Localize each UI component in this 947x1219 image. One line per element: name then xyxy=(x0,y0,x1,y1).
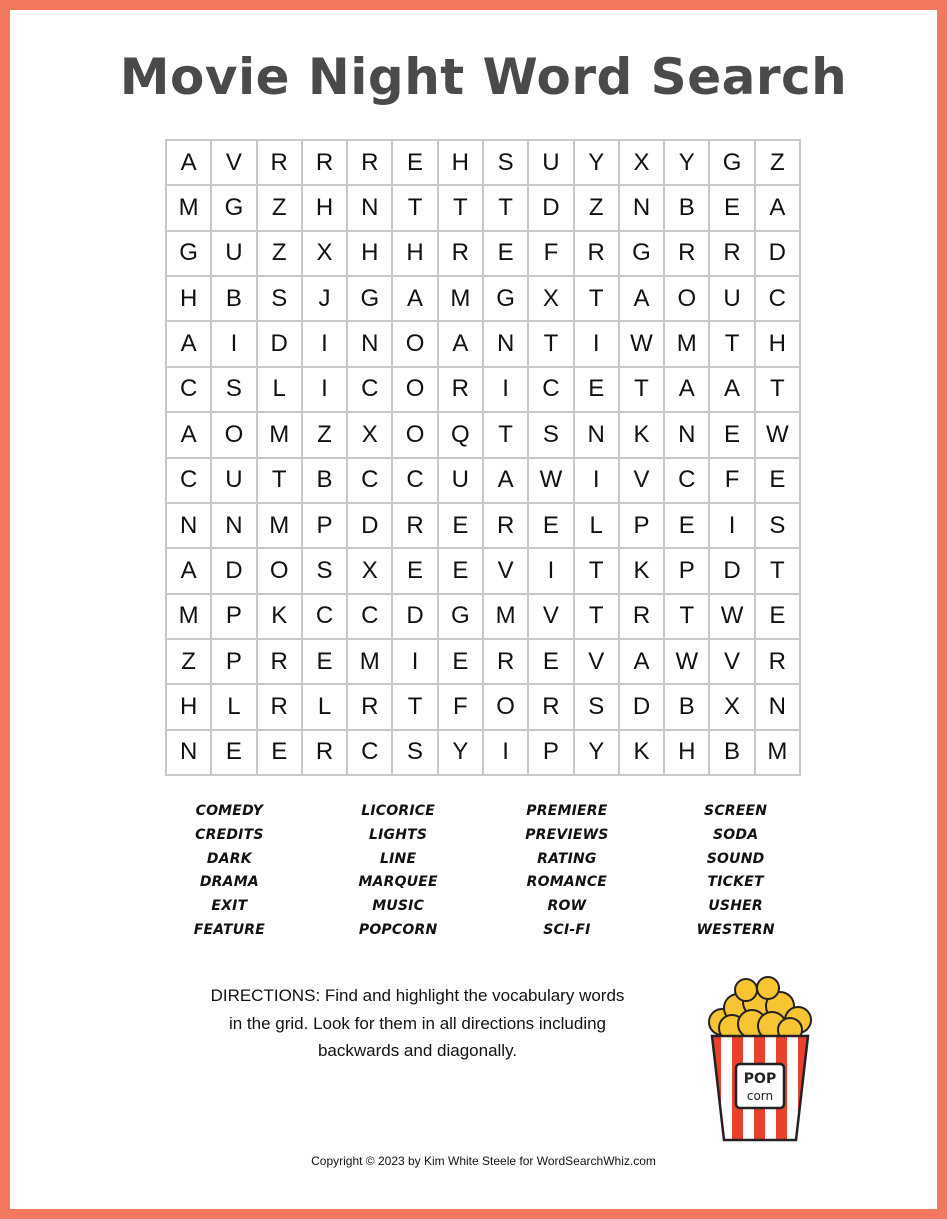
grid-cell: C xyxy=(665,459,710,504)
grid-cell: V xyxy=(710,640,755,685)
grid-cell: B xyxy=(665,186,710,231)
grid-cell: O xyxy=(665,277,710,322)
directions-text xyxy=(185,982,650,1065)
grid-cell: L xyxy=(258,368,303,413)
grid-cell: A xyxy=(167,141,212,186)
grid-cell: R xyxy=(575,232,620,277)
grid-cell: V xyxy=(620,459,665,504)
vocabulary-word: USHER xyxy=(708,898,763,915)
grid-cell: S xyxy=(484,141,529,186)
grid-cell: R xyxy=(484,640,529,685)
grid-cell: N xyxy=(575,413,620,458)
word-column xyxy=(314,800,483,943)
grid-cell: G xyxy=(484,277,529,322)
grid-cell: N xyxy=(212,504,257,549)
grid-cell: D xyxy=(212,549,257,594)
grid-cell: H xyxy=(167,685,212,730)
grid-cell: I xyxy=(393,640,438,685)
grid-cell: R xyxy=(258,685,303,730)
grid-cell: I xyxy=(303,322,348,367)
grid-cell: R xyxy=(529,685,574,730)
vocabulary-word: DRAMA xyxy=(199,874,259,891)
grid-cell: E xyxy=(439,640,484,685)
grid-cell: K xyxy=(258,595,303,640)
grid-cell: E xyxy=(665,504,710,549)
word-column xyxy=(483,800,652,943)
grid-cell: N xyxy=(756,685,801,730)
vocabulary-word: ROMANCE xyxy=(526,874,608,891)
grid-cell: D xyxy=(258,322,303,367)
grid-cell: N xyxy=(665,413,710,458)
grid-cell: R xyxy=(348,685,393,730)
grid-cell: Z xyxy=(258,186,303,231)
grid-cell: A xyxy=(484,459,529,504)
grid-cell: V xyxy=(529,595,574,640)
grid-cell: B xyxy=(710,731,755,776)
grid-cell: G xyxy=(167,232,212,277)
grid-cell: D xyxy=(348,504,393,549)
grid-cell: M xyxy=(439,277,484,322)
grid-cell: E xyxy=(393,141,438,186)
grid-cell: N xyxy=(620,186,665,231)
grid-cell: A xyxy=(710,368,755,413)
grid-cell: X xyxy=(620,141,665,186)
grid-cell: I xyxy=(484,368,529,413)
popcorn-box-icon xyxy=(700,968,820,1148)
word-list xyxy=(145,800,820,943)
grid-cell: C xyxy=(348,368,393,413)
grid-cell: H xyxy=(348,232,393,277)
grid-cell: Z xyxy=(756,141,801,186)
grid-cell: E xyxy=(529,640,574,685)
grid-cell: T xyxy=(710,322,755,367)
grid-cell: A xyxy=(167,322,212,367)
grid-cell: N xyxy=(167,731,212,776)
grid-cell: T xyxy=(620,368,665,413)
grid-cell: Y xyxy=(575,731,620,776)
grid-cell: E xyxy=(439,504,484,549)
grid-cell: P xyxy=(529,731,574,776)
grid-cell: R xyxy=(303,141,348,186)
grid-cell: G xyxy=(439,595,484,640)
grid-cell: B xyxy=(665,685,710,730)
vocabulary-word: EXIT xyxy=(211,898,248,915)
grid-cell: O xyxy=(212,413,257,458)
grid-cell: E xyxy=(575,368,620,413)
grid-cell: Z xyxy=(258,232,303,277)
grid-cell: S xyxy=(529,413,574,458)
vocabulary-word: ROW xyxy=(547,898,587,915)
grid-cell: S xyxy=(393,731,438,776)
grid-cell: X xyxy=(303,232,348,277)
grid-cell: P xyxy=(212,595,257,640)
grid-cell: Z xyxy=(167,640,212,685)
grid-cell: I xyxy=(575,322,620,367)
vocabulary-word: SCI-FI xyxy=(543,921,591,938)
grid-cell: S xyxy=(575,685,620,730)
copyright-text: Copyright © 2023 by Kim White Steele for WordSearchWhiz.com xyxy=(311,1154,656,1168)
grid-cell: U xyxy=(529,141,574,186)
grid-cell: C xyxy=(348,459,393,504)
grid-cell: P xyxy=(665,549,710,594)
grid-cell: P xyxy=(303,504,348,549)
grid-cell: H xyxy=(665,731,710,776)
vocabulary-word: PREMIERE xyxy=(526,803,608,819)
grid-cell: C xyxy=(303,595,348,640)
grid-cell: K xyxy=(620,413,665,458)
word-column xyxy=(651,800,820,943)
word-column xyxy=(145,800,314,943)
grid-cell: W xyxy=(665,640,710,685)
grid-cell: W xyxy=(620,322,665,367)
popcorn-label-bottom: corn xyxy=(746,1089,774,1103)
grid-cell: R xyxy=(439,232,484,277)
grid-cell: N xyxy=(348,186,393,231)
grid-cell: C xyxy=(167,368,212,413)
grid-cell: A xyxy=(620,277,665,322)
grid-cell: A xyxy=(167,413,212,458)
grid-cell: E xyxy=(484,232,529,277)
vocabulary-word: WESTERN xyxy=(696,921,775,938)
grid-cell: C xyxy=(756,277,801,322)
grid-cell: M xyxy=(348,640,393,685)
grid-cell: M xyxy=(484,595,529,640)
grid-cell: G xyxy=(710,141,755,186)
grid-cell: H xyxy=(167,277,212,322)
grid-cell: X xyxy=(529,277,574,322)
grid-cell: M xyxy=(258,413,303,458)
grid-cell: X xyxy=(348,549,393,594)
grid-cell: L xyxy=(575,504,620,549)
grid-cell: K xyxy=(620,549,665,594)
grid-cell: Z xyxy=(575,186,620,231)
grid-cell: A xyxy=(620,640,665,685)
vocabulary-word: SOUND xyxy=(706,850,765,867)
vocabulary-word: MARQUEE xyxy=(358,874,438,891)
grid-cell: R xyxy=(756,640,801,685)
grid-cell: V xyxy=(484,549,529,594)
grid-cell: R xyxy=(258,640,303,685)
vocabulary-word: MUSIC xyxy=(372,898,425,915)
grid-cell: N xyxy=(348,322,393,367)
vocabulary-word: CREDITS xyxy=(195,826,264,843)
grid-cell: O xyxy=(393,368,438,413)
grid-cell: D xyxy=(393,595,438,640)
grid-cell: E xyxy=(212,731,257,776)
grid-cell: T xyxy=(575,277,620,322)
grid-cell: H xyxy=(393,232,438,277)
grid-cell: M xyxy=(665,322,710,367)
grid-cell: O xyxy=(393,322,438,367)
grid-cell: C xyxy=(348,595,393,640)
grid-cell: O xyxy=(393,413,438,458)
grid-cell: O xyxy=(258,549,303,594)
grid-cell: Y xyxy=(575,141,620,186)
grid-cell: R xyxy=(393,504,438,549)
grid-cell: E xyxy=(258,731,303,776)
vocabulary-word: SODA xyxy=(713,826,759,843)
grid-cell: D xyxy=(620,685,665,730)
grid-cell: P xyxy=(212,640,257,685)
vocabulary-word: RATING xyxy=(537,850,597,867)
grid-cell: J xyxy=(303,277,348,322)
grid-cell: D xyxy=(529,186,574,231)
grid-cell: T xyxy=(575,549,620,594)
grid-cell: U xyxy=(439,459,484,504)
grid-cell: S xyxy=(756,504,801,549)
vocabulary-word: TICKET xyxy=(707,874,764,891)
grid-cell: A xyxy=(756,186,801,231)
grid-cell: R xyxy=(258,141,303,186)
grid-cell: R xyxy=(303,731,348,776)
grid-cell: I xyxy=(710,504,755,549)
grid-cell: M xyxy=(167,595,212,640)
grid-cell: T xyxy=(258,459,303,504)
grid-cell: D xyxy=(710,549,755,594)
vocabulary-word: FEATURE xyxy=(193,921,266,938)
grid-cell: U xyxy=(710,277,755,322)
vocabulary-word: LINE xyxy=(380,850,417,867)
grid-cell: Y xyxy=(665,141,710,186)
grid-cell: N xyxy=(484,322,529,367)
grid-cell: U xyxy=(212,232,257,277)
grid-cell: T xyxy=(756,368,801,413)
directions-line: DIRECTIONS: Find and highlight the vocabulary words xyxy=(210,986,625,1005)
grid-cell: E xyxy=(756,595,801,640)
grid-cell: V xyxy=(212,141,257,186)
grid-cell: W xyxy=(529,459,574,504)
vocabulary-word: SCREEN xyxy=(704,803,768,819)
grid-cell: E xyxy=(529,504,574,549)
grid-cell: A xyxy=(665,368,710,413)
grid-cell: U xyxy=(212,459,257,504)
grid-cell: R xyxy=(665,232,710,277)
grid-cell: I xyxy=(303,368,348,413)
vocabulary-word: COMEDY xyxy=(195,803,264,819)
grid-cell: T xyxy=(439,186,484,231)
grid-cell: D xyxy=(756,232,801,277)
grid-cell: R xyxy=(710,232,755,277)
grid-cell: R xyxy=(620,595,665,640)
grid-cell: M xyxy=(258,504,303,549)
vocabulary-word: LICORICE xyxy=(361,803,435,819)
grid-cell: T xyxy=(529,322,574,367)
grid-cell: E xyxy=(710,413,755,458)
grid-cell: C xyxy=(393,459,438,504)
grid-cell: V xyxy=(575,640,620,685)
grid-cell: E xyxy=(393,549,438,594)
grid-cell: O xyxy=(484,685,529,730)
grid-cell: M xyxy=(167,186,212,231)
grid-cell: A xyxy=(439,322,484,367)
grid-cell: B xyxy=(212,277,257,322)
grid-cell: F xyxy=(529,232,574,277)
vocabulary-word: LIGHTS xyxy=(369,826,428,843)
grid-cell: R xyxy=(439,368,484,413)
page-title: Movie Night Word Search xyxy=(119,48,848,106)
grid-cell: B xyxy=(303,459,348,504)
grid-cell: C xyxy=(167,459,212,504)
grid-cell: T xyxy=(393,186,438,231)
vocabulary-word: PREVIEWS xyxy=(525,826,609,843)
letter-grid xyxy=(165,139,801,776)
vocabulary-word: DARK xyxy=(206,850,252,867)
grid-cell: S xyxy=(303,549,348,594)
grid-cell: S xyxy=(258,277,303,322)
grid-cell: E xyxy=(756,459,801,504)
grid-cell: E xyxy=(303,640,348,685)
grid-cell: X xyxy=(348,413,393,458)
grid-cell: T xyxy=(575,595,620,640)
grid-cell: X xyxy=(710,685,755,730)
grid-cell: K xyxy=(620,731,665,776)
grid-cell: N xyxy=(167,504,212,549)
grid-cell: R xyxy=(348,141,393,186)
grid-cell: A xyxy=(393,277,438,322)
directions-line: in the grid. Look for them in all directions including xyxy=(228,1013,607,1033)
grid-cell: R xyxy=(484,504,529,549)
grid-cell: L xyxy=(303,685,348,730)
grid-cell: W xyxy=(710,595,755,640)
grid-cell: I xyxy=(212,322,257,367)
grid-cell: H xyxy=(756,322,801,367)
grid-cell: T xyxy=(484,413,529,458)
grid-cell: W xyxy=(756,413,801,458)
grid-cell: E xyxy=(710,186,755,231)
grid-cell: I xyxy=(529,549,574,594)
popcorn-label-top: POP xyxy=(743,1071,777,1087)
grid-cell: Y xyxy=(439,731,484,776)
directions-line: backwards and diagonally. xyxy=(317,1041,518,1060)
grid-cell: Q xyxy=(439,413,484,458)
grid-cell: Z xyxy=(303,413,348,458)
grid-cell: I xyxy=(484,731,529,776)
grid-cell: M xyxy=(756,731,801,776)
grid-cell: E xyxy=(439,549,484,594)
grid-cell: I xyxy=(575,459,620,504)
grid-cell: G xyxy=(212,186,257,231)
grid-cell: C xyxy=(348,731,393,776)
grid-cell: A xyxy=(167,549,212,594)
grid-cell: P xyxy=(620,504,665,549)
grid-cell: L xyxy=(212,685,257,730)
grid-cell: G xyxy=(348,277,393,322)
grid-cell: C xyxy=(529,368,574,413)
vocabulary-word: POPCORN xyxy=(358,921,438,938)
grid-cell: S xyxy=(212,368,257,413)
grid-cell: T xyxy=(393,685,438,730)
grid-cell: F xyxy=(710,459,755,504)
grid-cell: T xyxy=(756,549,801,594)
grid-cell: H xyxy=(303,186,348,231)
grid-cell: G xyxy=(620,232,665,277)
grid-cell: F xyxy=(439,685,484,730)
grid-cell: T xyxy=(484,186,529,231)
grid-cell: H xyxy=(439,141,484,186)
grid-cell: T xyxy=(665,595,710,640)
